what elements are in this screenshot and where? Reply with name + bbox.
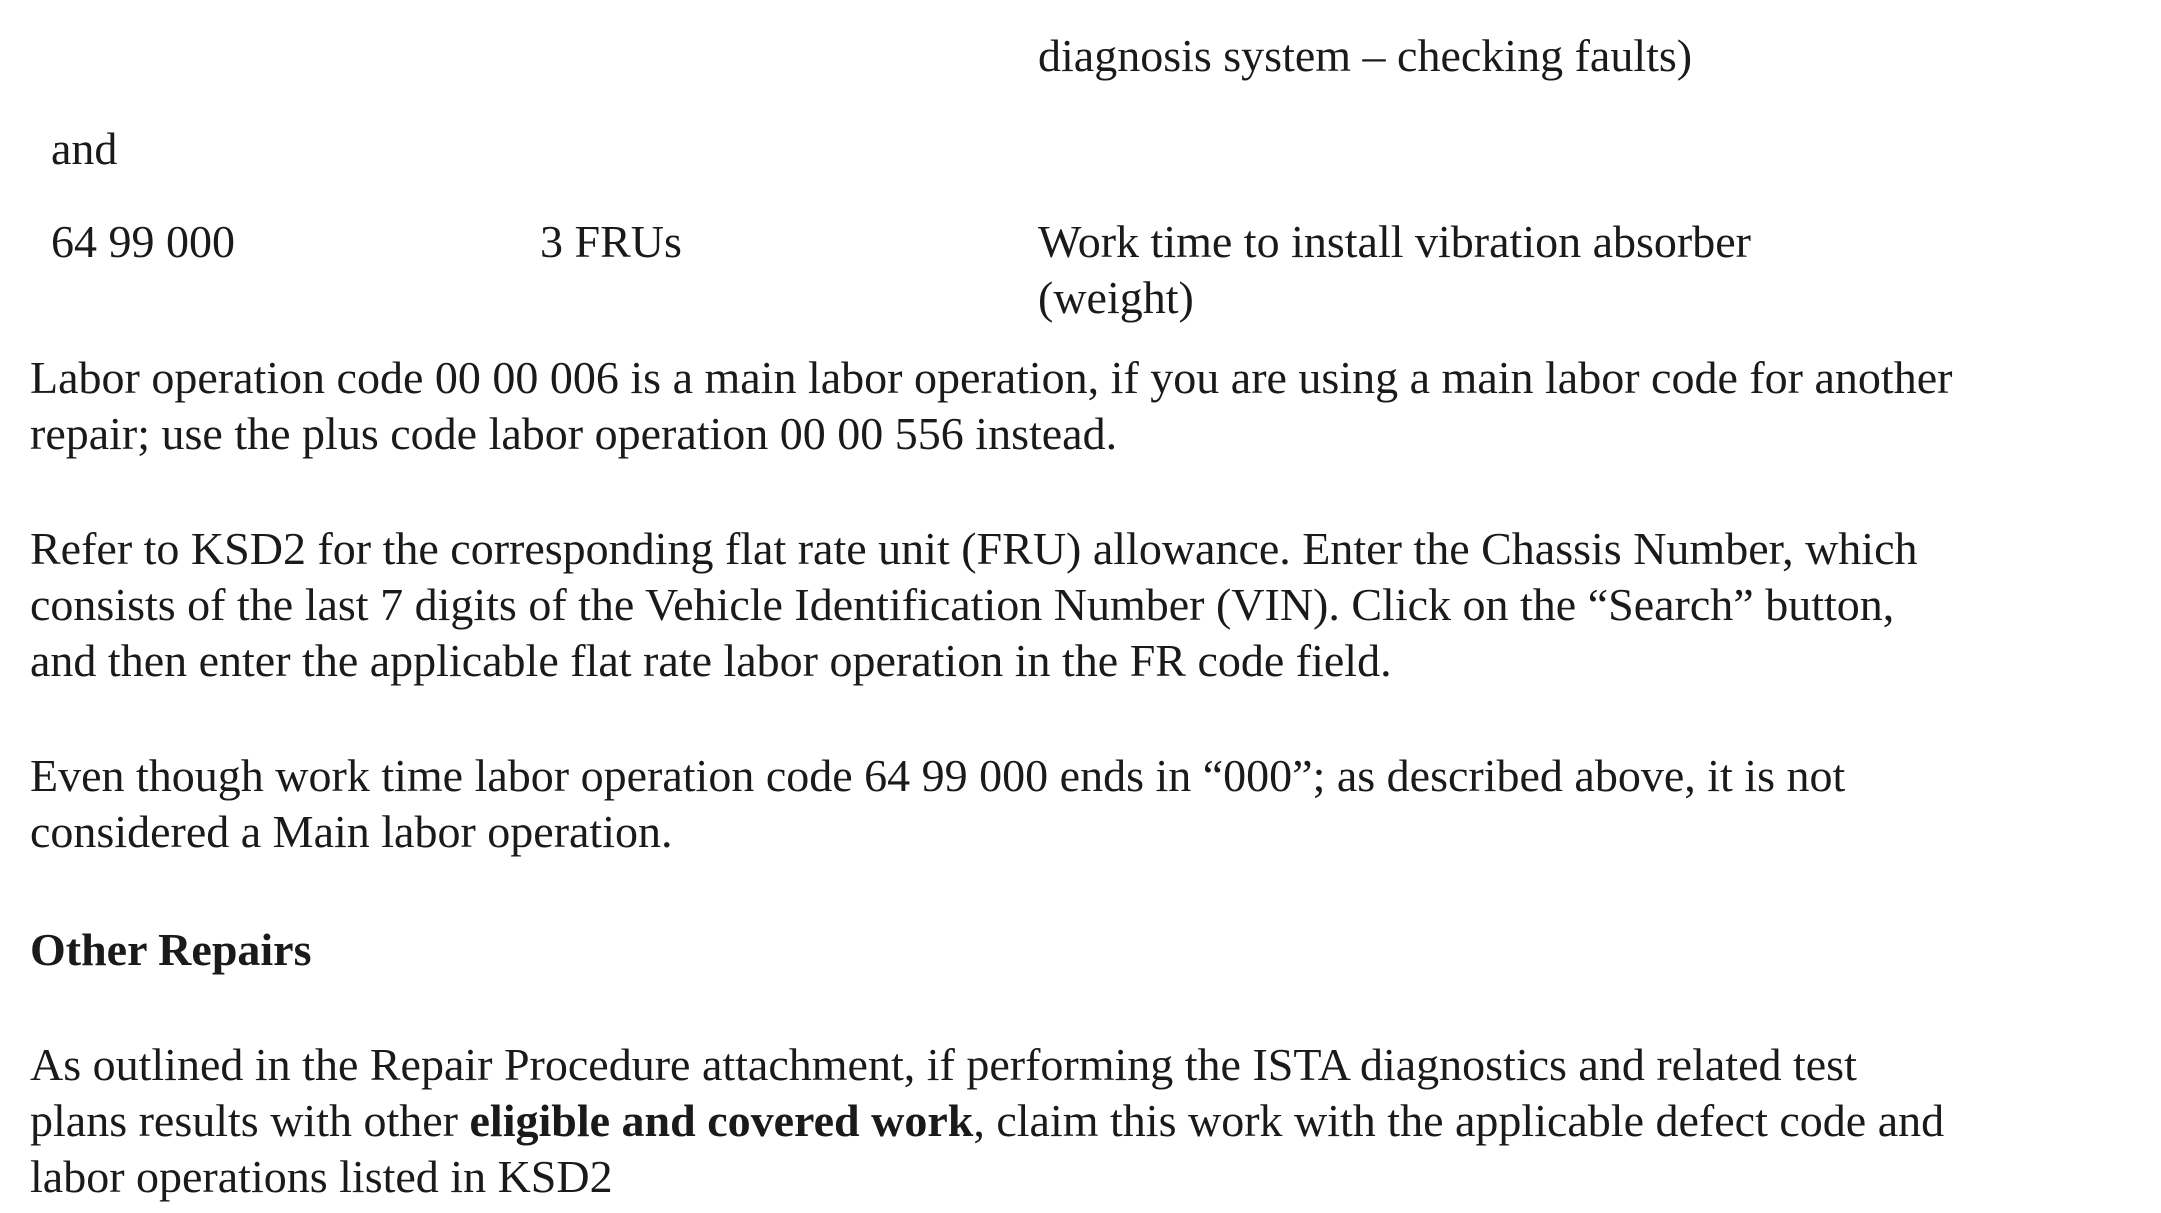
text-line: and then enter the applicable flat rate labor operation in the FR code field. — [30, 635, 1392, 686]
text-line: considered a Main labor operation. — [30, 806, 673, 857]
text-line-with-emphasis — [30, 1093, 2150, 1149]
text-run: , claim this work with the applicable defect code and — [973, 1095, 1945, 1146]
text-line: repair; use the plus code labor operation 00 00 556 instead. — [30, 408, 1118, 459]
text-line: Refer to KSD2 for the corresponding flat rate unit (FRU) allowance. Enter the Chassis Number, which — [30, 523, 1918, 574]
emphasis-eligible-covered-work: eligible and covered work — [469, 1095, 974, 1146]
text-run: plans results with other — [30, 1095, 470, 1146]
text-line: consists of the last 7 digits of the Vehicle Identification Number (VIN). Click on the “Search” button, — [30, 579, 1895, 630]
paragraph-work-time-code — [30, 748, 2150, 860]
text-line: labor operations listed in KSD2 — [30, 1151, 613, 1202]
text-line: Labor operation code 00 00 006 is a main labor operation, if you are using a main labor code for another — [30, 352, 1953, 403]
paragraph-ksd2-reference — [30, 521, 2150, 689]
and-label: and — [51, 123, 118, 174]
description-cell-line1: Work time to install vibration absorber — [1038, 216, 1751, 267]
text-line: As outlined in the Repair Procedure attachment, if performing the ISTA diagnostics and related test — [30, 1039, 1857, 1090]
description-cell-line2: (weight) — [1038, 272, 1194, 323]
table-row-description-continuation: diagnosis system – checking faults) — [1038, 30, 1693, 81]
section-heading-other-repairs: Other Repairs — [30, 924, 312, 975]
labor-code-cell: 64 99 000 — [51, 216, 235, 267]
paragraph-main-labor-operation — [30, 350, 2150, 462]
paragraph-other-repairs — [30, 1037, 2150, 1205]
fru-cell: 3 FRUs — [540, 216, 682, 267]
text-line: Even though work time labor operation code 64 99 000 ends in “000”; as described above, it is not — [30, 750, 1846, 801]
